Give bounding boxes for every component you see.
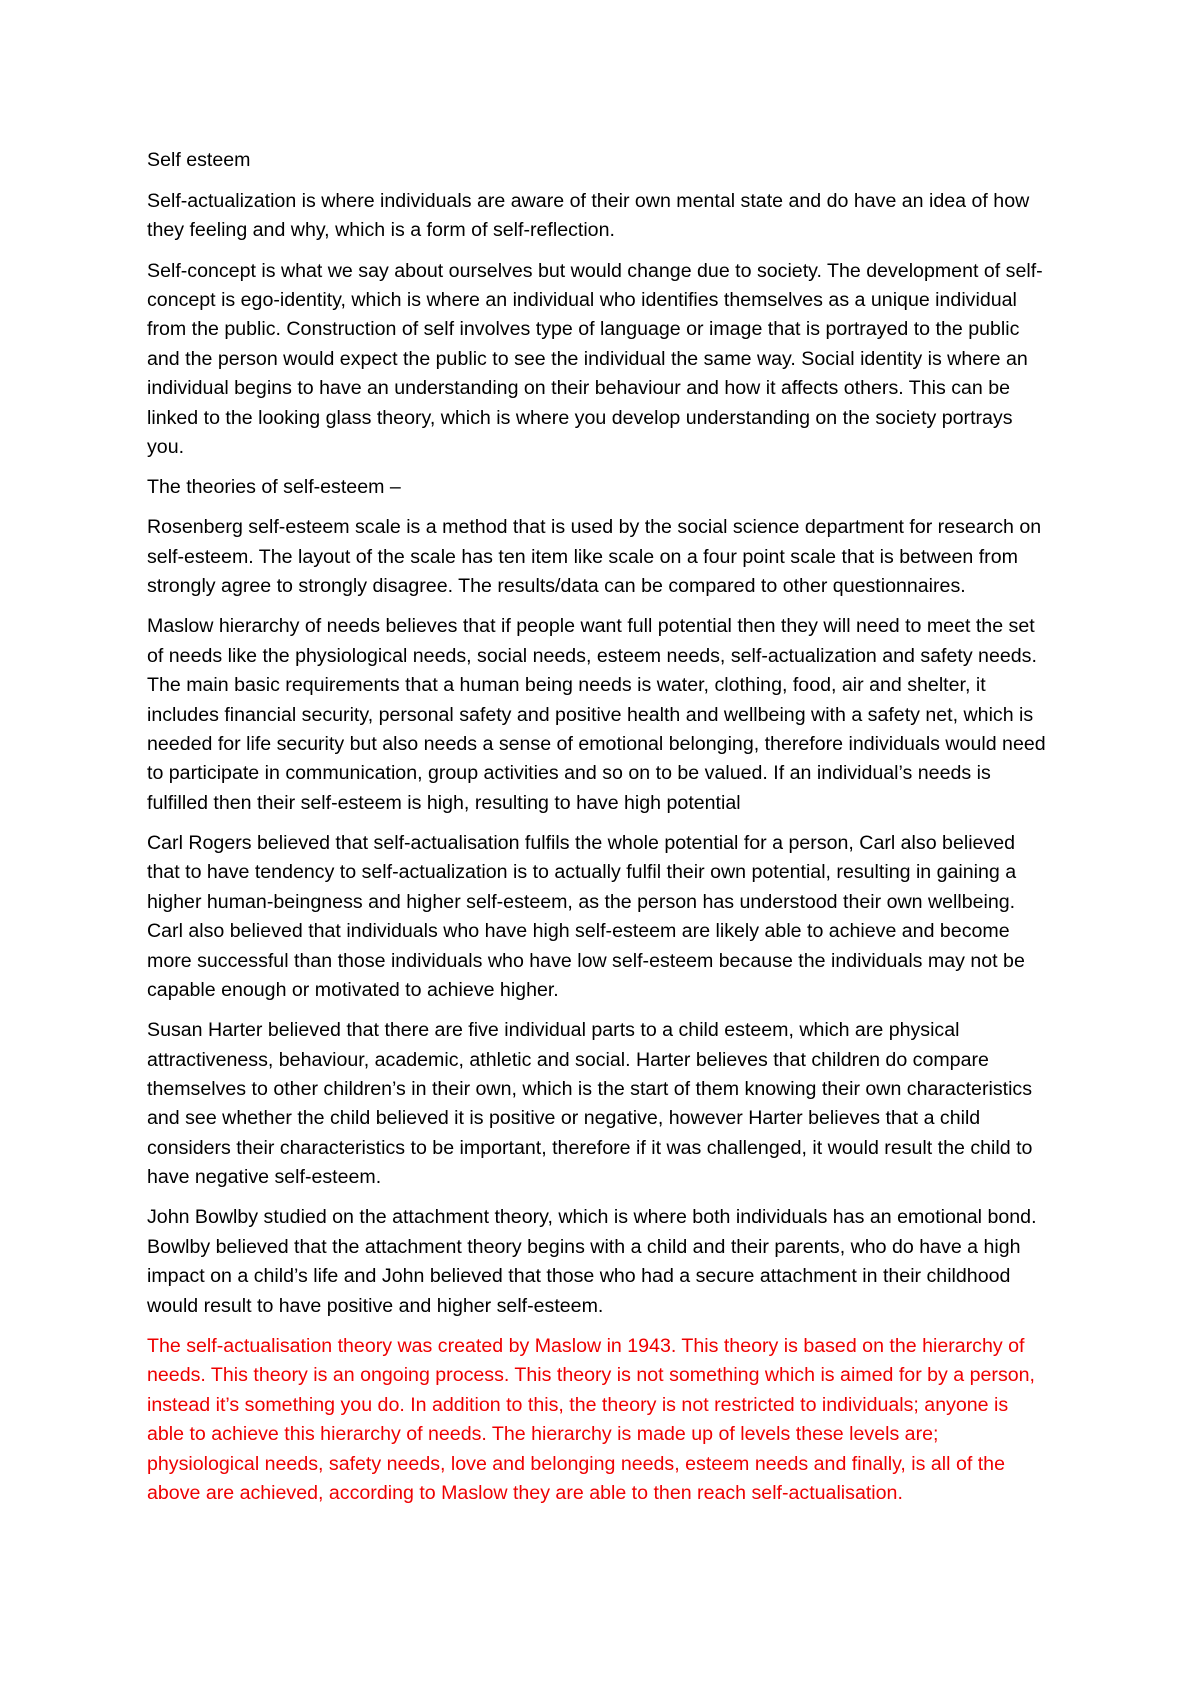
paragraph-john-bowlby: John Bowlby studied on the attachment theory, which is where both individuals has an emotional bond. Bowlby believed that the attachment theory begins with a child and their parents, who do have a high impact on a child’s life and John believed that those who had a secure attachment in their childhood would result to have positive and higher self-esteem. (147, 1206, 1037, 1317)
document-title: Self esteem (147, 149, 251, 171)
paragraph-carl-rogers: Carl Rogers believed that self-actualisation fulfils the whole potential for a person, Carl also believed that to have tendency to self-actualization is to actually fulfil their own potential, resulting in gaining a higher human-beingness and higher self-esteem, as the person has understood their own wellbeing. Carl also believed that individuals who have high self-esteem are likely able to achieve and become more successful than those individuals who have low self-esteem because the individuals may not be capable enough or motivated to achieve higher. (147, 832, 1025, 1002)
red-note-paragraph: The self-actualisation theory was created by Maslow in 1943. This theory is based on the hierarchy of needs. This theory is an ongoing process. This theory is not something which is aimed for by a person, instead it’s something you do. In addition to this, the theory is not restricted to individuals; anyone is able to achieve this hierarchy of needs. The hierarchy is made up of levels these levels are; physiological needs, safety needs, love and belonging needs, esteem needs and finally, is all of the above are achieved, according to Maslow they are able to then reach self-actualisation. (147, 1334, 1035, 1504)
paragraph-susan-harter: Susan Harter believed that there are five individual parts to a child esteem, which are physical attractiveness, behaviour, academic, athletic and social. Harter believes that children do compare themselves to other children’s in their own, which is the start of them knowing their own characteristics and see whether the child believed it is positive or negative, however Harter believes that a child considers their characteristics to be important, therefore if it was challenged, it would result the child to have negative self-esteem. (147, 1019, 1033, 1189)
document-body (147, 146, 1050, 1508)
paragraph-self-actualization: Self-actualization is where individuals are aware of their own mental state and do have an idea of how they feeling and why, which is a form of self-reflection. (147, 189, 1030, 242)
section-heading-theories: The theories of self-esteem – (147, 476, 401, 499)
paragraph-rosenberg: Rosenberg self-esteem scale is a method that is used by the social science department for research on self-esteem. The layout of the scale has ten item like scale on a four point scale that is between from strongly agree to strongly disagree. The results/data can be compared to other questionnaires. (147, 516, 1042, 598)
paragraph-maslow: Maslow hierarchy of needs believes that if people want full potential then they will need to meet the set of needs like the physiological needs, social needs, esteem needs, self-actualization and safety needs. The main basic requirements that a human being needs is water, clothing, food, air and shelter, it includes financial security, personal safety and positive health and wellbeing with a safety net, which is needed for life security but also needs a sense of emotional belonging, therefore individuals would need to participate in communication, group activities and so on to be valued. If an individual’s needs is fulfilled then their self-esteem is high, resulting to have high potential (147, 615, 1046, 814)
paragraph-self-concept: Self-concept is what we say about ourselves but would change due to society. The development of self-concept is ego-identity, which is where an individual who identifies themselves as a unique individual from the public. Construction of self involves type of language or image that is portrayed to the public and the person would expect the public to see the individual the same way. Social identity is where an individual begins to have an understanding on their behaviour and how it affects others. This can be linked to the looking glass theory, which is where you develop understanding on the society portrays you. (147, 259, 1043, 458)
